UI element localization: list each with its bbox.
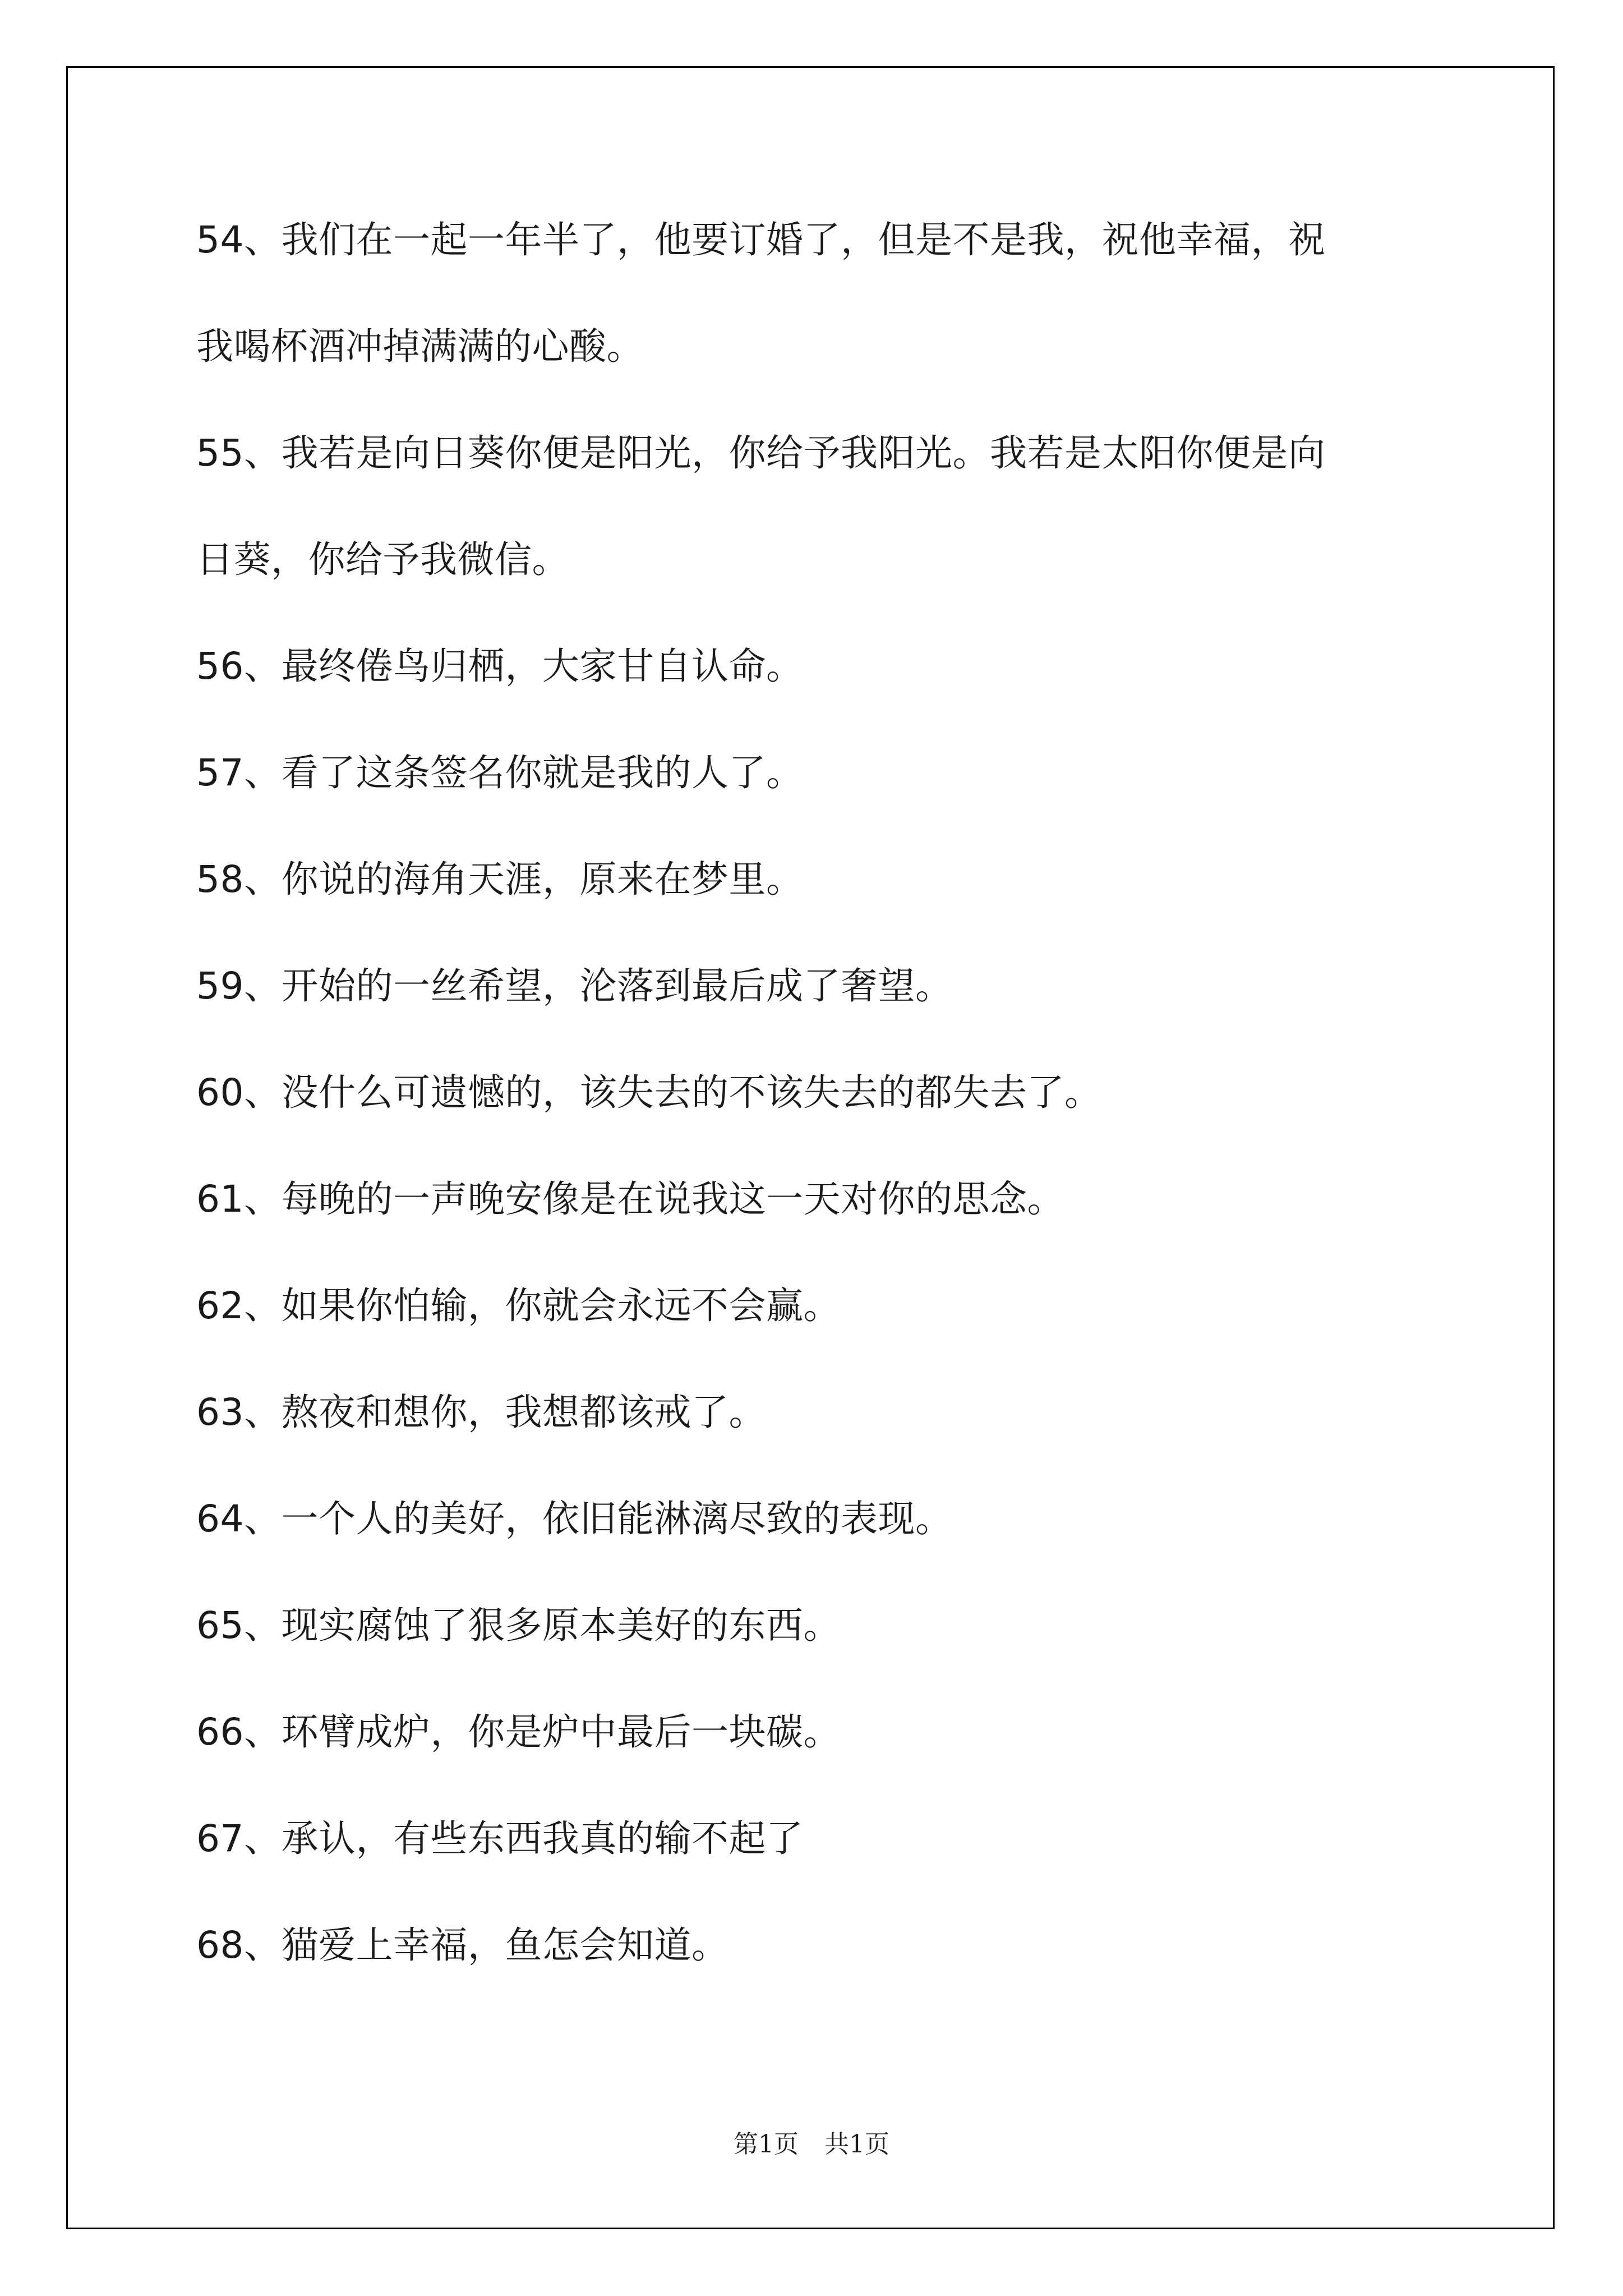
- text-line: 54、我们在一起一年半了，他要订婚了，但是不是我，祝他幸福，祝: [196, 218, 1326, 261]
- text-line: 58、你说的海角天涯，原来在梦里。: [196, 858, 804, 901]
- text-line: 61、每晚的一声晚安像是在说我这一天对你的思念。: [196, 1177, 1064, 1221]
- list-item: [196, 1071, 1447, 1114]
- page-number-current: 第1页: [734, 2130, 799, 2159]
- list-item: [196, 1391, 1447, 1434]
- text-line: 日葵，你给予我微信。: [196, 538, 569, 581]
- page-footer: [0, 2124, 1623, 2160]
- list-item: [196, 1284, 1447, 1327]
- list-item: [196, 1497, 1447, 1540]
- text-line: 55、我若是向日葵你便是阳光，你给予我阳光。我若是太阳你便是向: [196, 431, 1326, 475]
- text-line: 67、承认，有些东西我真的输不起了: [196, 1817, 804, 1860]
- list-item: [196, 1710, 1447, 1754]
- list-item: [196, 858, 1447, 901]
- list-item: [196, 1817, 1447, 1860]
- list-item: [196, 218, 1447, 368]
- text-line: 59、开始的一丝希望，沦落到最后成了奢望。: [196, 964, 953, 1007]
- document-body: [196, 218, 1447, 1967]
- text-line: 68、猫爱上幸福，鱼怎会知道。: [196, 1924, 729, 1967]
- list-item: [196, 964, 1447, 1007]
- list-item: [196, 431, 1447, 581]
- page-number-total: 共1页: [824, 2130, 889, 2159]
- text-line: 我喝杯酒冲掉满满的心酸。: [196, 325, 644, 368]
- list-item: [196, 645, 1447, 688]
- text-line: 56、最终倦鸟归栖，大家甘自认命。: [196, 645, 804, 688]
- text-line: 57、看了这条签名你就是我的人了。: [196, 751, 804, 794]
- list-item: [196, 751, 1447, 794]
- text-line: 60、没什么可遗憾的，该失去的不该失去的都失去了。: [196, 1071, 1102, 1114]
- text-line: 63、熬夜和想你，我想都该戒了。: [196, 1391, 766, 1434]
- text-line: 62、如果你怕输，你就会永远不会赢。: [196, 1284, 841, 1327]
- list-item: [196, 1604, 1447, 1647]
- text-line: 64、一个人的美好，依旧能淋漓尽致的表现。: [196, 1497, 953, 1540]
- text-line: 66、环臂成炉，你是炉中最后一块碳。: [196, 1710, 841, 1754]
- list-item: [196, 1924, 1447, 1967]
- text-line: 65、现实腐蚀了狠多原本美好的东西。: [196, 1604, 841, 1647]
- list-item: [196, 1177, 1447, 1221]
